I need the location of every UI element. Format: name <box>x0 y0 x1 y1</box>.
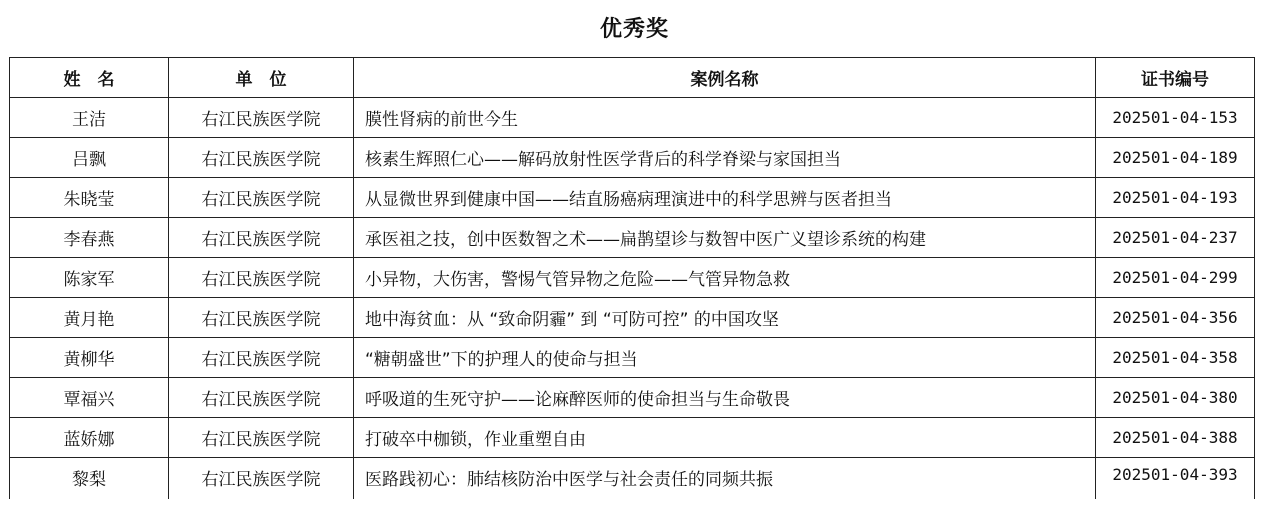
cell-cert: 202501-04-193 <box>1096 178 1255 218</box>
cell-cert: 202501-04-393 <box>1096 458 1255 500</box>
cell-case: 核素生辉照仁心——解码放射性医学背后的科学脊梁与家国担当 <box>354 138 1096 178</box>
table-row <box>10 458 1255 500</box>
cell-unit: 右江民族医学院 <box>169 98 354 138</box>
cell-cert: 202501-04-358 <box>1096 338 1255 378</box>
cell-name: 李春燕 <box>10 218 169 258</box>
header-unit: 单 位 <box>169 58 354 98</box>
cell-name: 蓝娇娜 <box>10 418 169 458</box>
table-row <box>10 178 1255 218</box>
cell-unit: 右江民族医学院 <box>169 418 354 458</box>
cell-cert: 202501-04-153 <box>1096 98 1255 138</box>
cell-name: 黄柳华 <box>10 338 169 378</box>
cell-name: 吕飘 <box>10 138 169 178</box>
cell-cert: 202501-04-237 <box>1096 218 1255 258</box>
cell-cert: 202501-04-299 <box>1096 258 1255 298</box>
cell-case: 呼吸道的生死守护——论麻醉医师的使命担当与生命敬畏 <box>354 378 1096 418</box>
table-row <box>10 378 1255 418</box>
header-cert: 证书编号 <box>1096 58 1255 98</box>
cell-cert: 202501-04-388 <box>1096 418 1255 458</box>
cell-cert: 202501-04-189 <box>1096 138 1255 178</box>
cell-unit: 右江民族医学院 <box>169 178 354 218</box>
cell-unit: 右江民族医学院 <box>169 338 354 378</box>
cell-unit: 右江民族医学院 <box>169 218 354 258</box>
cell-name: 覃福兴 <box>10 378 169 418</box>
cell-name: 朱晓莹 <box>10 178 169 218</box>
page-title: 优秀奖 <box>599 17 669 42</box>
cell-name: 黎梨 <box>10 458 169 500</box>
table-row <box>10 138 1255 178</box>
cell-name: 黄月艳 <box>10 298 169 338</box>
cell-case: 从显微世界到健康中国——结直肠癌病理演进中的科学思辨与医者担当 <box>354 178 1096 218</box>
cell-case: 小异物，大伤害，警惕气管异物之危险——气管异物急救 <box>354 258 1096 298</box>
table-header-row <box>10 58 1255 98</box>
table-row <box>10 218 1255 258</box>
table-row <box>10 98 1255 138</box>
cell-cert: 202501-04-356 <box>1096 298 1255 338</box>
cell-name: 王洁 <box>10 98 169 138</box>
cell-case: “糖朝盛世”下的护理人的使命与担当 <box>354 338 1096 378</box>
cell-case: 地中海贫血：从 “致命阴霾” 到 “可防可控” 的中国攻坚 <box>354 298 1096 338</box>
header-name: 姓 名 <box>10 58 169 98</box>
table-row <box>10 338 1255 378</box>
table-row <box>10 418 1255 458</box>
cell-case: 膜性肾病的前世今生 <box>354 98 1096 138</box>
header-case: 案例名称 <box>354 58 1096 98</box>
table-row <box>10 258 1255 298</box>
award-table <box>9 57 1255 499</box>
cell-unit: 右江民族医学院 <box>169 378 354 418</box>
cell-cert: 202501-04-380 <box>1096 378 1255 418</box>
cell-unit: 右江民族医学院 <box>169 458 354 500</box>
cell-unit: 右江民族医学院 <box>169 298 354 338</box>
cell-case: 医路践初心：肺结核防治中医学与社会责任的同频共振 <box>354 458 1096 500</box>
table-row <box>10 298 1255 338</box>
cell-unit: 右江民族医学院 <box>169 138 354 178</box>
cell-case: 打破卒中枷锁，作业重塑自由 <box>354 418 1096 458</box>
cell-unit: 右江民族医学院 <box>169 258 354 298</box>
cell-case: 承医祖之技，创中医数智之术——扁鹊望诊与数智中医广义望诊系统的构建 <box>354 218 1096 258</box>
cell-name: 陈家军 <box>10 258 169 298</box>
